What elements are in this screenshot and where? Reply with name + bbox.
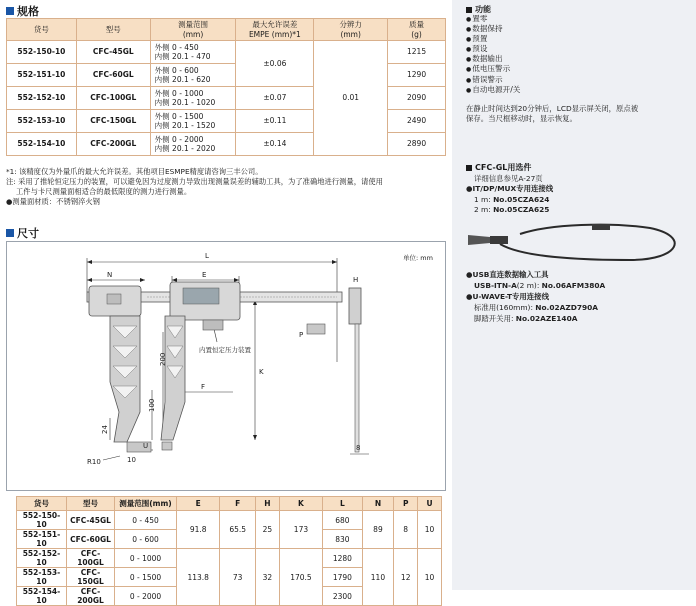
row-error: ±0.11 — [236, 110, 314, 133]
dim-label-P: P — [299, 331, 304, 339]
row-error: ±0.06 — [236, 41, 314, 87]
spec-header-mass: 质量 (g) — [388, 19, 446, 41]
dim-label-200: 200 — [159, 352, 167, 366]
table-row: 552-154-10 CFC-200GL 0 - 2000 2300 — [17, 587, 442, 606]
dim-label-10: 10 — [127, 456, 136, 464]
row-code: 552-150-10 — [7, 41, 77, 64]
notes-block — [6, 167, 383, 206]
note-2: 注: 采用了推轮恒定压力的装置，可以避免因为过度测力导致出现测量误差的辅助工具，为了准确地进行测量，请使用 — [6, 176, 383, 186]
row-range: 外侧 0 - 2000 内侧 20.1 - 2020 — [150, 133, 236, 156]
dim-label-100: 100 — [148, 398, 156, 412]
options-ref: 详细信息参见A-27页 — [474, 174, 543, 183]
dims-header: P — [394, 497, 418, 511]
row-model: CFC-200GL — [76, 133, 150, 156]
dim-label-F: F — [201, 383, 206, 391]
dimension-drawing — [6, 241, 446, 491]
row-mass: 2490 — [388, 110, 446, 133]
dims-header: H — [255, 497, 279, 511]
dims-header: 货号 — [17, 497, 67, 511]
list-item: ● 自动电源开/关 — [466, 85, 520, 95]
dim-label-E: E — [202, 271, 207, 279]
dim-label-K: K — [259, 368, 264, 376]
section-square-icon — [6, 229, 14, 237]
resolution-value: 0.01 — [314, 41, 388, 156]
table-row — [7, 41, 446, 64]
cable-image — [460, 218, 688, 266]
device-label: 内置恒定压力装置 — [199, 346, 251, 354]
row-error: ±0.14 — [236, 133, 314, 156]
note-3: ●测量面材质：不锈钢淬火钢 — [6, 196, 100, 206]
table-row: 552-151-10 CFC-60GL 0 - 600 830 — [17, 530, 442, 549]
row-code: 552-153-10 — [7, 110, 77, 133]
dims-header: K — [279, 497, 322, 511]
row-model: CFC-45GL — [76, 41, 150, 64]
dims-header: L — [323, 497, 362, 511]
function-list — [466, 14, 520, 95]
list-item: ● 数据输出 — [466, 54, 520, 64]
dims-header: N — [362, 497, 394, 511]
cable-2m: 2 m: No.05CZA625 — [474, 205, 550, 214]
dim-label-8: 8 — [356, 444, 361, 452]
list-item: ● 数据保持 — [466, 24, 520, 34]
note-2-cont: 工件与卡尺测量面相适合的最低限度的测力进行测量。 — [16, 186, 192, 196]
row-range: 外侧 0 - 450 内侧 20.1 - 470 — [150, 41, 236, 64]
row-code: 552-154-10 — [7, 133, 77, 156]
table-row: 552-153-10 CFC-150GL 0 - 1500 1790 — [17, 568, 442, 587]
caliper-body — [87, 282, 361, 452]
spec-table — [6, 18, 446, 156]
dims-header: F — [220, 497, 256, 511]
table-row: 552-150-10 CFC-45GL 0 - 450 91.8 65.5 25 173 680 89 8 10 — [17, 511, 442, 530]
row-mass: 1290 — [388, 64, 446, 87]
dims-header-row — [17, 497, 442, 511]
dims-table — [16, 496, 442, 606]
row-code: 552-152-10 — [7, 87, 77, 110]
row-mass: 1215 — [388, 41, 446, 64]
right-sidebar — [452, 0, 696, 590]
row-range: 外侧 0 - 1000 内侧 20.1 - 1020 — [150, 87, 236, 110]
dims-header: U — [418, 497, 442, 511]
spec-header-model: 型号 — [76, 19, 150, 41]
spec-header-error: 最大允许误差 EMPE (mm)*1 — [236, 19, 314, 41]
dim-label-H: H — [353, 276, 359, 284]
dims-header: 型号 — [67, 497, 115, 511]
auto-power-desc: 在静止时间达到20分钟后，LCD显示屏关闭，原点被 保存。当尺框移动时，显示恢复。 — [466, 104, 639, 123]
row-model: CFC-150GL — [76, 110, 150, 133]
dim-label-L: L — [205, 252, 209, 260]
section-square-icon — [6, 7, 14, 15]
dim-label-R10: R10 — [87, 458, 101, 466]
spec-header-code: 货号 — [7, 19, 77, 41]
spec-header-resolution: 分辨力 (mm) — [314, 19, 388, 41]
unit-label: 单位: mm — [403, 254, 433, 262]
list-item: ● 低电压警示 — [466, 64, 520, 74]
section-square-icon — [466, 7, 472, 13]
row-model: CFC-60GL — [76, 64, 150, 87]
usb-line: USB-ITN-A(2 m): No.06AFM380A — [474, 281, 606, 290]
note-1: *1: 该精度仅为外量爪的最大允许误差。其他项目ESMPE精度请咨询三丰公司。 — [6, 167, 263, 176]
row-range: 外侧 0 - 600 内侧 20.1 - 620 — [150, 64, 236, 87]
list-item: ● 预置 — [466, 34, 520, 44]
cable-1m: 1 m: No.05CZA624 — [474, 195, 550, 204]
list-item: ● 错误警示 — [466, 75, 520, 85]
spec-section-title: 规格 — [6, 3, 39, 19]
uwave-std: 标准用(160mm): No.02AZD790A — [474, 303, 599, 312]
dim-label-24: 24 — [101, 425, 109, 434]
options-title: CFC-GL用选件 — [466, 162, 531, 173]
row-mass: 2090 — [388, 87, 446, 110]
table-row: 552-152-10 CFC-100GL 0 - 1000 113.8 73 32 170.5 1280 110 12 10 — [17, 549, 442, 568]
spec-header-range: 测量范围 (mm) — [150, 19, 236, 41]
spec-header-row — [7, 19, 446, 41]
dim-label-U: U — [143, 442, 149, 450]
functions-title: 功能 — [466, 4, 491, 15]
row-model: CFC-100GL — [76, 87, 150, 110]
row-range: 外侧 0 - 1500 内侧 20.1 - 1520 — [150, 110, 236, 133]
cable-title: ●IT/DP/MUX专用连接线 — [466, 184, 554, 193]
usb-title: ●USB直连数据输入工具 — [466, 270, 549, 279]
dims-section-title: 尺寸 — [6, 225, 39, 241]
list-item: ● 预设 — [466, 44, 520, 54]
section-square-icon — [466, 165, 472, 171]
list-item: ● 置零 — [466, 14, 520, 24]
row-mass: 2890 — [388, 133, 446, 156]
row-code: 552-151-10 — [7, 64, 77, 87]
dims-header: 测量范围(mm) — [115, 497, 177, 511]
dim-label-N: N — [107, 271, 113, 279]
row-error: ±0.07 — [236, 87, 314, 110]
caliper-drawing — [7, 242, 445, 490]
uwave-title: ●U-WAVE-T专用连接线 — [466, 292, 549, 301]
uwave-foot: 脚踏开关用: No.02AZE140A — [474, 314, 578, 323]
dims-header: E — [177, 497, 220, 511]
